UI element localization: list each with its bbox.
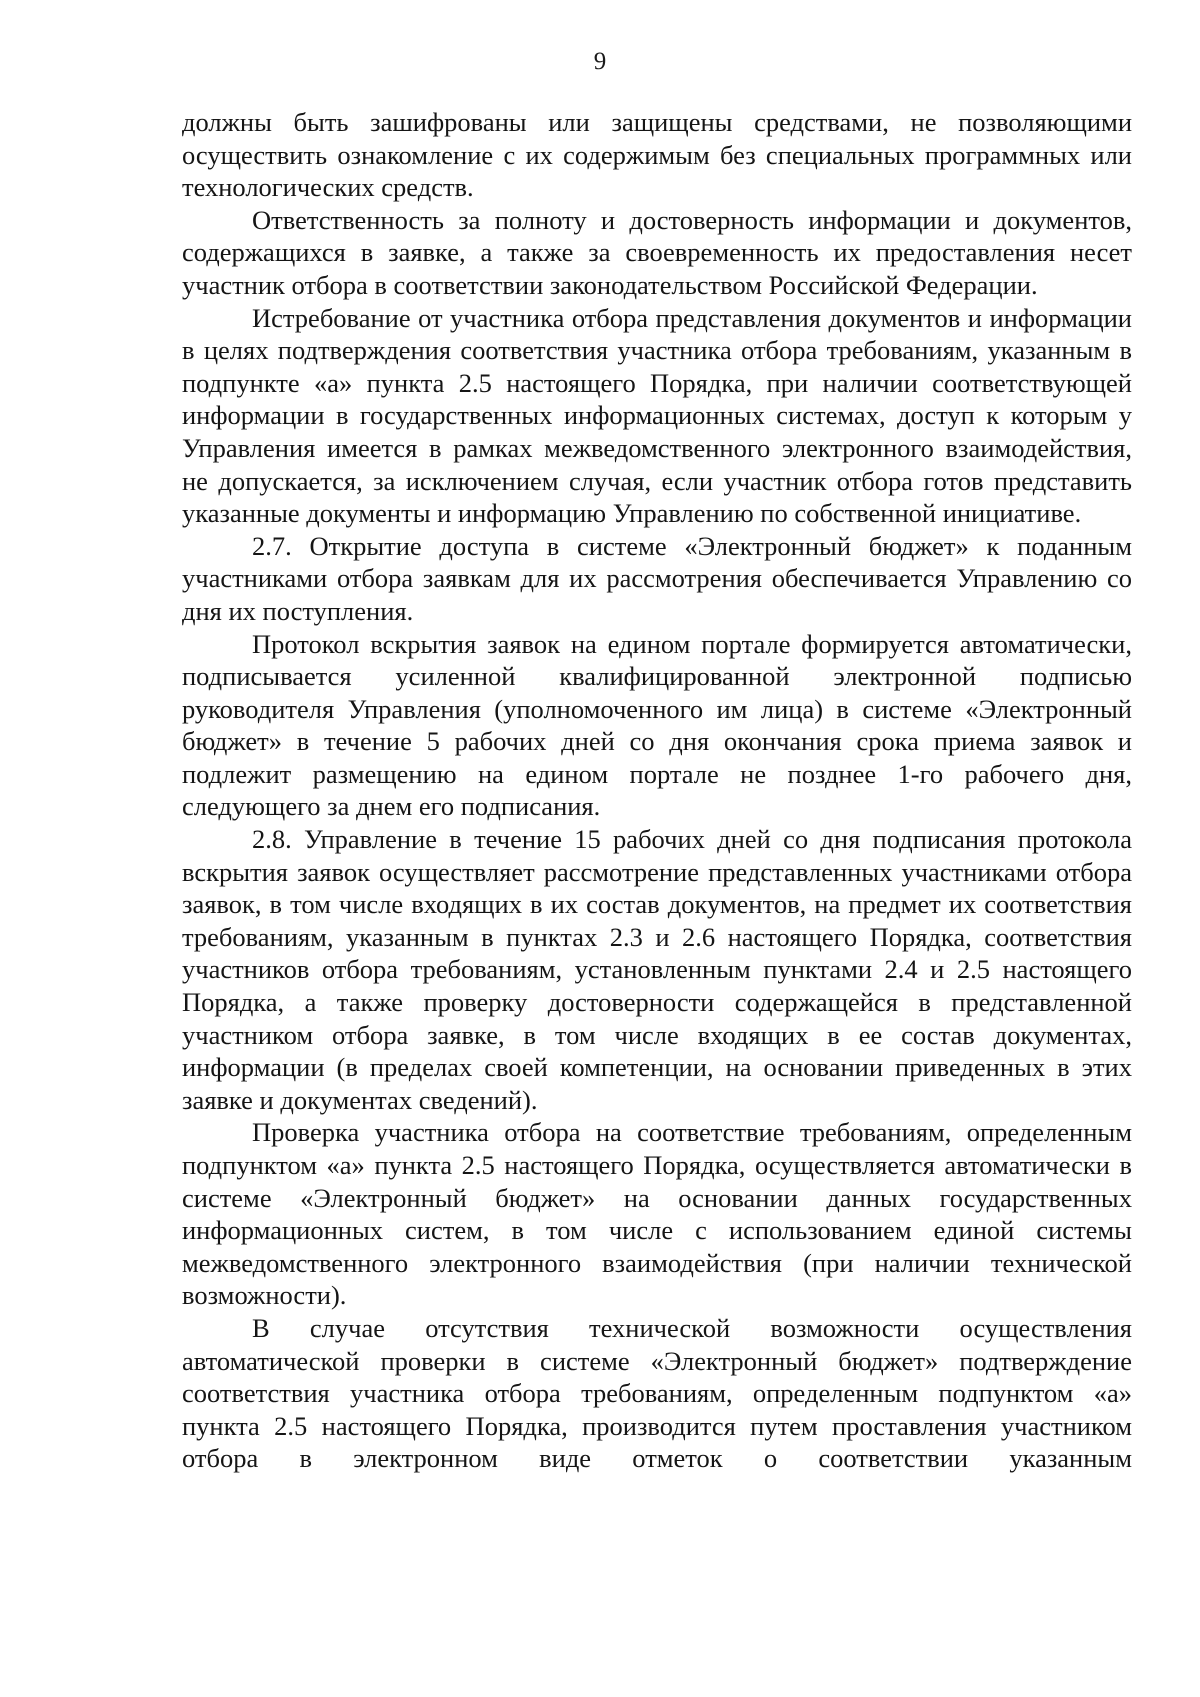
paragraph-document-request: Истребование от участника отбора представления документов и информации в целях подтверждения соответствия участника отбора требованиям, указанным в подпункте «а» пункта 2.5 настоящего Порядка, при наличии соответствующей информации в государственных информационных системах, доступ к которым у Управления имеется в рамках межведомственного электронного взаимодействия, не допускается, за исключением случая, если участник отбора готов представить указанные документы и информацию Управлению по собственной инициативе. bbox=[182, 302, 1132, 529]
paragraph-manual-confirmation: В случае отсутствия технической возможности осуществления автоматической проверки в системе «Электронный бюджет» подтверждение соответствия участника отбора требованиям, определенным подпунктом «а» пункта 2.5 настоящего Порядка, производится путем проставления участником отбора в электронном виде отметок о соответствии указанным bbox=[182, 1312, 1132, 1474]
paragraph-responsibility: Ответственность за полноту и достоверность информации и документов, содержащихся в заявке, а также за своевременность их предоставления несет участник отбора в соответствии законодательством Российской Федерации. bbox=[182, 204, 1132, 300]
paragraph-2-8-review: 2.8. Управление в течение 15 рабочих дней со дня подписания протокола вскрытия заявок осуществляет рассмотрение представленных участниками отбора заявок, в том числе входящих в их состав документов, на предмет их соответствия требованиям, указанным в пунктах 2.3 и 2.6 настоящего Порядка, соответствия участников отбора требованиям, установленным пунктами 2.4 и 2.5 настоящего Порядка, а также проверку достоверности содержащейся в представленной участником отбора заявке, в том числе входящих в ее состав документах, информации (в пределах своей компетенции, на основании приведенных в этих заявке и документах сведений). bbox=[182, 824, 1132, 1115]
paragraph-automatic-check: Проверка участника отбора на соответствие требованиям, определенным подпунктом «а» пункта 2.5 настоящего Порядка, осуществляется автоматически в системе «Электронный бюджет» на основании данных государственных информационных систем, в том числе с использованием единой системы межведомственного электронного взаимодействия (при наличии технической возможности). bbox=[182, 1117, 1132, 1311]
paragraph-2-7-access: 2.7. Открытие доступа в системе «Электронный бюджет» к поданным участниками отбора заявкам для их рассмотрения обеспечивается Управлению со дня их поступления. bbox=[182, 530, 1132, 626]
document-body bbox=[182, 106, 1132, 1475]
paragraph-opening-protocol: Протокол вскрытия заявок на едином портале формируется автоматически, подписывается усиленной квалифицированной электронной подписью руководителя Управления (уполномоченного им лица) в системе «Электронный бюджет» в течение 5 рабочих дней со дня окончания срока приема заявок и подлежит размещению на едином портале не позднее 1-го рабочего дня, следующего за днем его подписания. bbox=[182, 628, 1132, 822]
page-number: 9 bbox=[593, 48, 607, 75]
paragraph-continuation: должны быть зашифрованы или защищены средствами, не позволяющими осуществить ознакомление с их содержимым без специальных программных или технологических средств. bbox=[182, 107, 1132, 203]
